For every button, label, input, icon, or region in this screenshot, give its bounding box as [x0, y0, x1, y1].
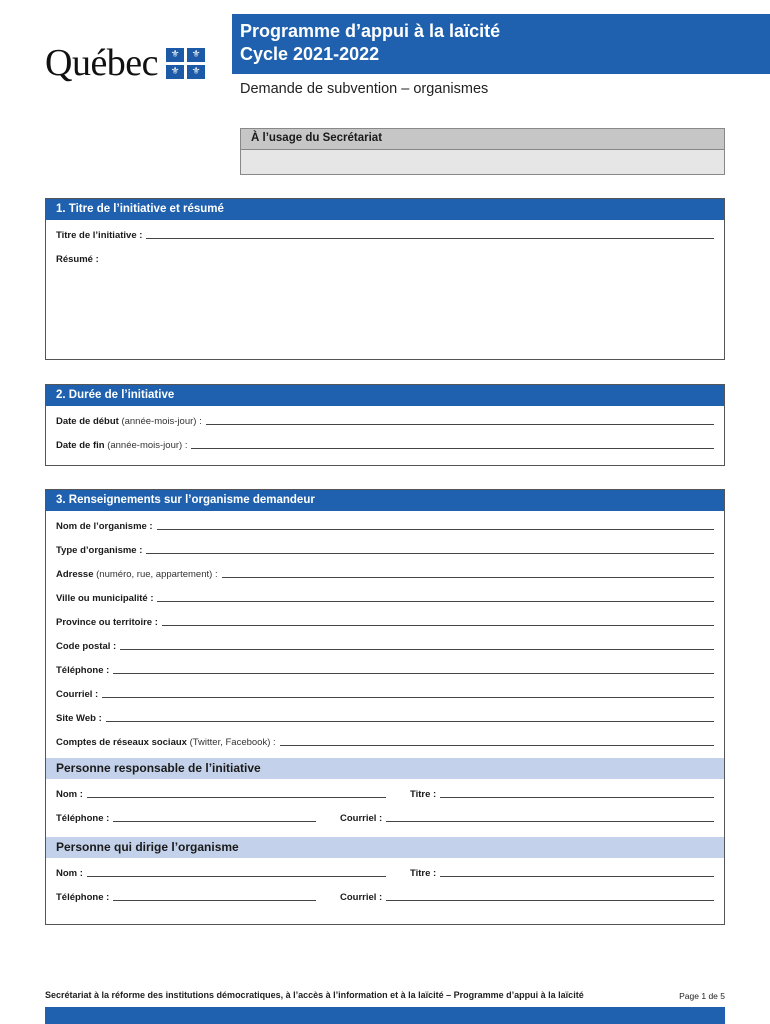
titre-initiative-row: [46, 220, 724, 244]
code-postal-field[interactable]: [120, 649, 714, 650]
dirige-telephone-field[interactable]: [113, 900, 316, 901]
titre-initiative-label: Titre de l’initiative :: [56, 230, 143, 241]
dirige-courriel-field[interactable]: [386, 900, 714, 901]
dirige-nom-titre-row: Nom : Titre :: [46, 858, 724, 882]
nom-organisme-field[interactable]: [157, 529, 714, 530]
section1-title: 1. Titre de l’initiative et résumé: [46, 199, 724, 220]
form-subtitle: Demande de subvention – organismes: [240, 81, 489, 97]
adresse-field[interactable]: [222, 577, 714, 578]
province-field[interactable]: [162, 625, 714, 626]
site-web-field[interactable]: [106, 721, 714, 722]
section2-title: 2. Durée de l’initiative: [46, 385, 724, 406]
ville-field[interactable]: [157, 601, 714, 602]
reseaux-row: Comptes de réseaux sociaux (Twitter, Facebook) :: [46, 727, 724, 751]
titre-initiative-field[interactable]: [146, 238, 714, 239]
fleurdelise-flag-icon: ⚜ ⚜ ⚜ ⚜: [166, 48, 205, 79]
usage-box-title: À l’usage du Secrétariat: [241, 129, 724, 150]
type-organisme-field[interactable]: [146, 553, 714, 554]
responsable-nom-field[interactable]: [87, 797, 386, 798]
courriel-row: Courriel :: [46, 679, 724, 703]
responsable-telephone-field[interactable]: [113, 821, 316, 822]
resume-label: Résumé :: [56, 254, 99, 265]
date-debut-row: [46, 406, 724, 430]
logo-wordmark: Québec: [45, 42, 159, 84]
program-title: Programme d’appui à la laïcité: [240, 21, 501, 41]
resume-row: [46, 244, 724, 268]
footer-bar: [45, 1007, 725, 1024]
section-duration: [45, 384, 725, 466]
date-fin-row: [46, 430, 724, 454]
resume-field[interactable]: [46, 268, 724, 356]
responsable-nom-titre-row: Nom : Titre :: [46, 779, 724, 803]
adresse-row: Adresse (numéro, rue, appartement) :: [46, 559, 724, 583]
courriel-field[interactable]: [102, 697, 714, 698]
dirige-titre-field[interactable]: [440, 876, 714, 877]
responsable-tel-courriel-row: Téléphone : Courriel :: [46, 803, 724, 827]
date-debut-hint: (année-mois-jour) :: [121, 416, 202, 427]
date-fin-field[interactable]: [191, 448, 714, 449]
dirige-title: Personne qui dirige l’organisme: [46, 837, 724, 858]
section3-title: 3. Renseignements sur l’organisme demandeur: [46, 490, 724, 511]
ville-row: Ville ou municipalité :: [46, 583, 724, 607]
dirige-tel-courriel-row: Téléphone : Courriel :: [46, 882, 724, 906]
footer-text: Secrétariat à la réforme des institutions démocratiques, à l’accès à l’information et à la laïcité – Programme d’appui à la laïcité: [45, 990, 584, 1000]
date-debut-field[interactable]: [206, 424, 714, 425]
code-postal-row: Code postal :: [46, 631, 724, 655]
header-bar: [232, 14, 770, 74]
telephone-row: Téléphone :: [46, 655, 724, 679]
site-web-row: Site Web :: [46, 703, 724, 727]
type-organisme-row: Type d’organisme :: [46, 535, 724, 559]
section-organisme: [45, 489, 725, 925]
responsable-titre-field[interactable]: [440, 797, 714, 798]
province-row: Province ou territoire :: [46, 607, 724, 631]
reseaux-field[interactable]: [280, 745, 714, 746]
telephone-field[interactable]: [113, 673, 714, 674]
cycle-title: Cycle 2021-2022: [240, 44, 380, 64]
date-debut-label: Date de début: [56, 416, 119, 427]
nom-organisme-row: Nom de l’organisme :: [46, 511, 724, 535]
section-initiative-title: [45, 198, 725, 360]
dirige-nom-field[interactable]: [87, 876, 386, 877]
responsable-title: Personne responsable de l’initiative: [46, 758, 724, 779]
responsable-courriel-field[interactable]: [386, 821, 714, 822]
date-fin-label: Date de fin: [56, 440, 105, 451]
page-number: Page 1 de 5: [679, 991, 725, 1001]
secretariat-usage-box: [240, 128, 725, 175]
quebec-logo: [45, 44, 205, 82]
date-fin-hint: (année-mois-jour) :: [107, 440, 188, 451]
